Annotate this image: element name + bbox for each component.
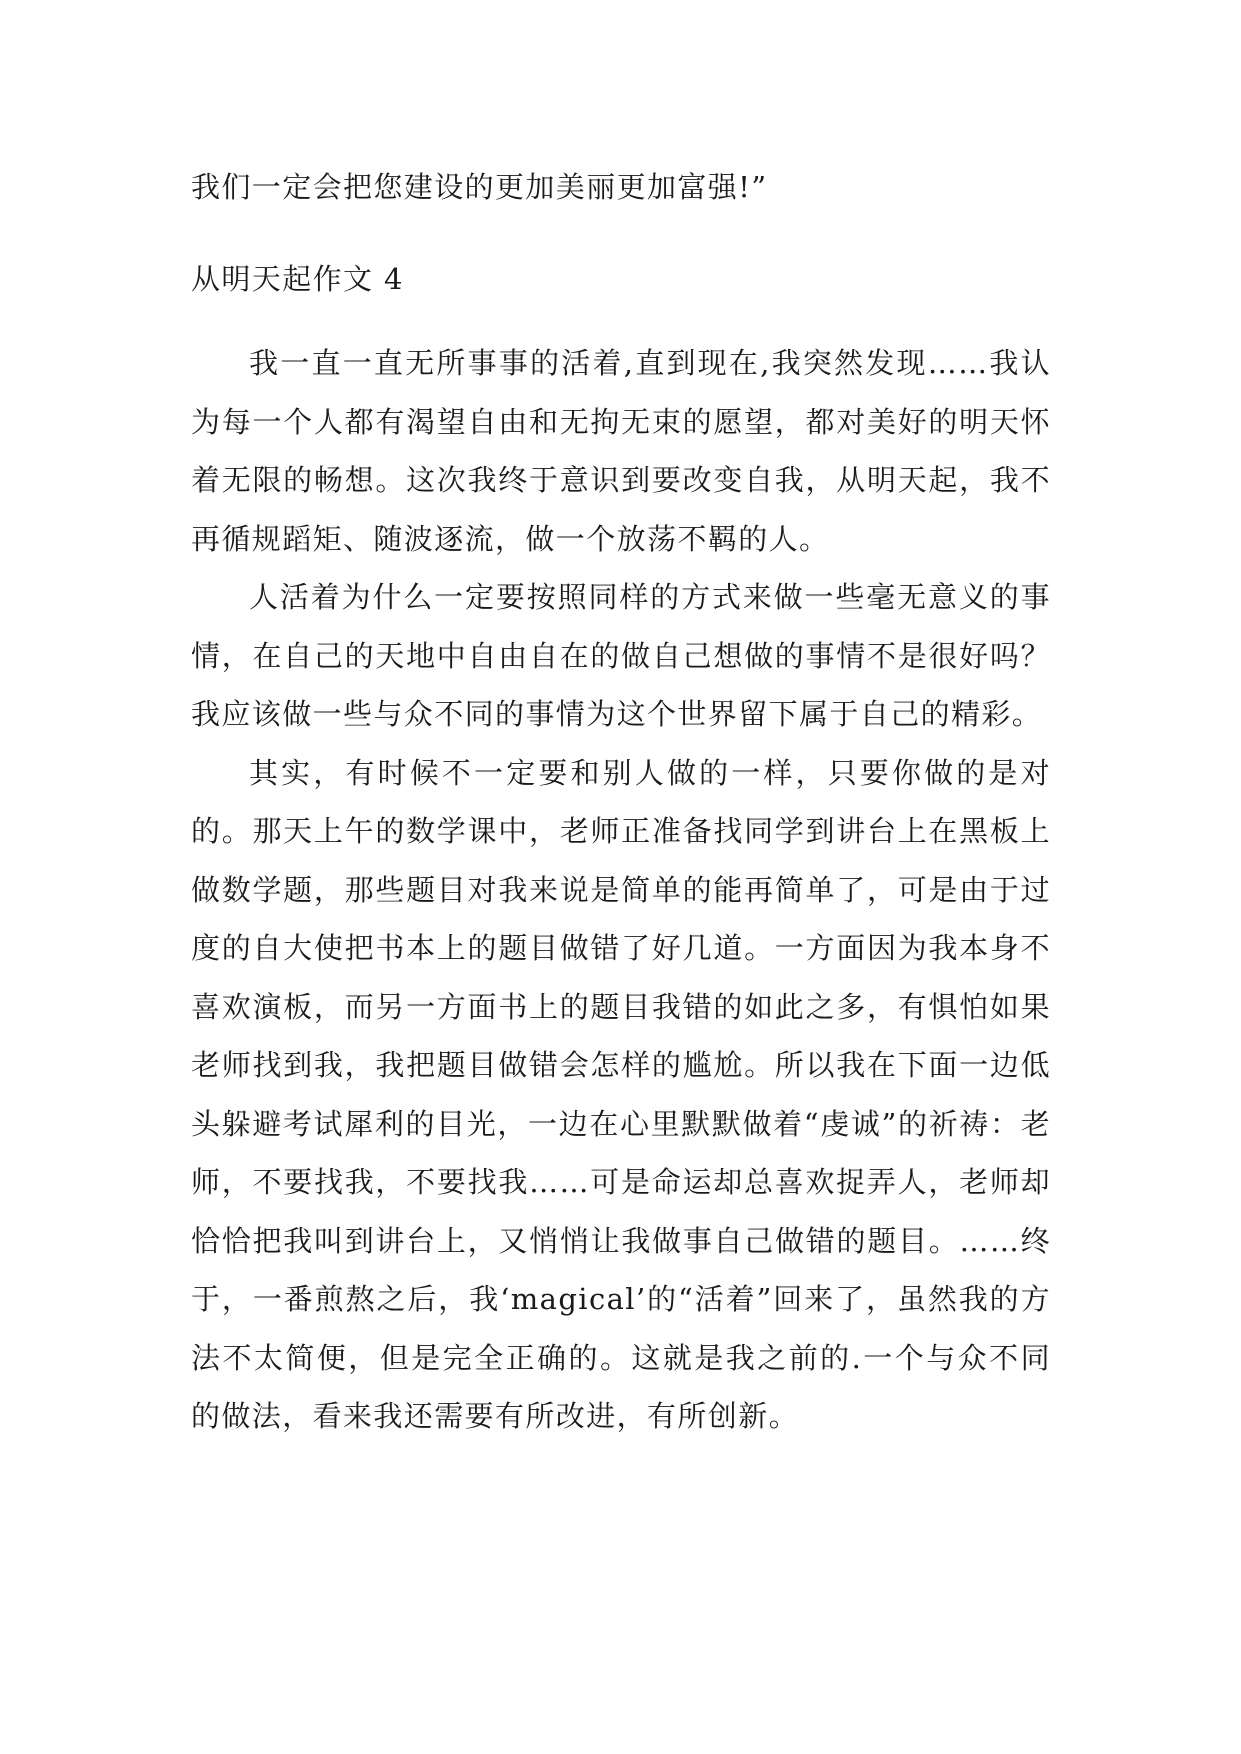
essay-heading: 从明天起作文 4 [191,262,404,296]
lead-line: 我们一定会把您建设的更加美丽更加富强!” [191,170,768,204]
paragraph: 我一直一直无所事事的活着,直到现在,我突然发现……我认为每一个人都有渴望自由和无拘无束的愿望，都对美好的明天怀着无限的畅想。这次我终于意识到要改变自我，从明天起，我不再循规蹈矩、随波逐流，做一个放荡不羁的人。 [191,346,1051,556]
essay-body [191,334,1051,1446]
paragraph: 人活着为什么一定要按照同样的方式来做一些毫无意义的事情，在自己的天地中自由自在的做自己想做的事情不是很好吗？我应该做一些与众不同的事情为这个世界留下属于自己的精彩。 [191,580,1051,731]
paragraph: 其实，有时候不一定要和别人做的一样，只要你做的是对的。那天上午的数学课中，老师正准备找同学到讲台上在黑板上做数学题，那些题目对我来说是简单的能再简单了，可是由于过度的自大使把书本上的题目做错了好几道。一方面因为我本身不喜欢演板，而另一方面书上的题目我错的如此之多，有惧怕如果老师找到我，我把题目做错会怎样的尴尬。所以我在下面一边低头躲避考试犀利的目光，一边在心里默默做着“虔诚”的祈祷：老师，不要找我，不要找我……可是命运却总喜欢捉弄人，老师却恰恰把我叫到讲台上，又悄悄让我做事自己做错的题目。……终于，一番煎熬之后，我‘magical’的“活着”回来了，虽然我的方法不太简便，但是完全正确的。这就是我之前的.一个与众不同的做法，看来我还需要有所改进，有所创新。 [191,755,1051,1433]
